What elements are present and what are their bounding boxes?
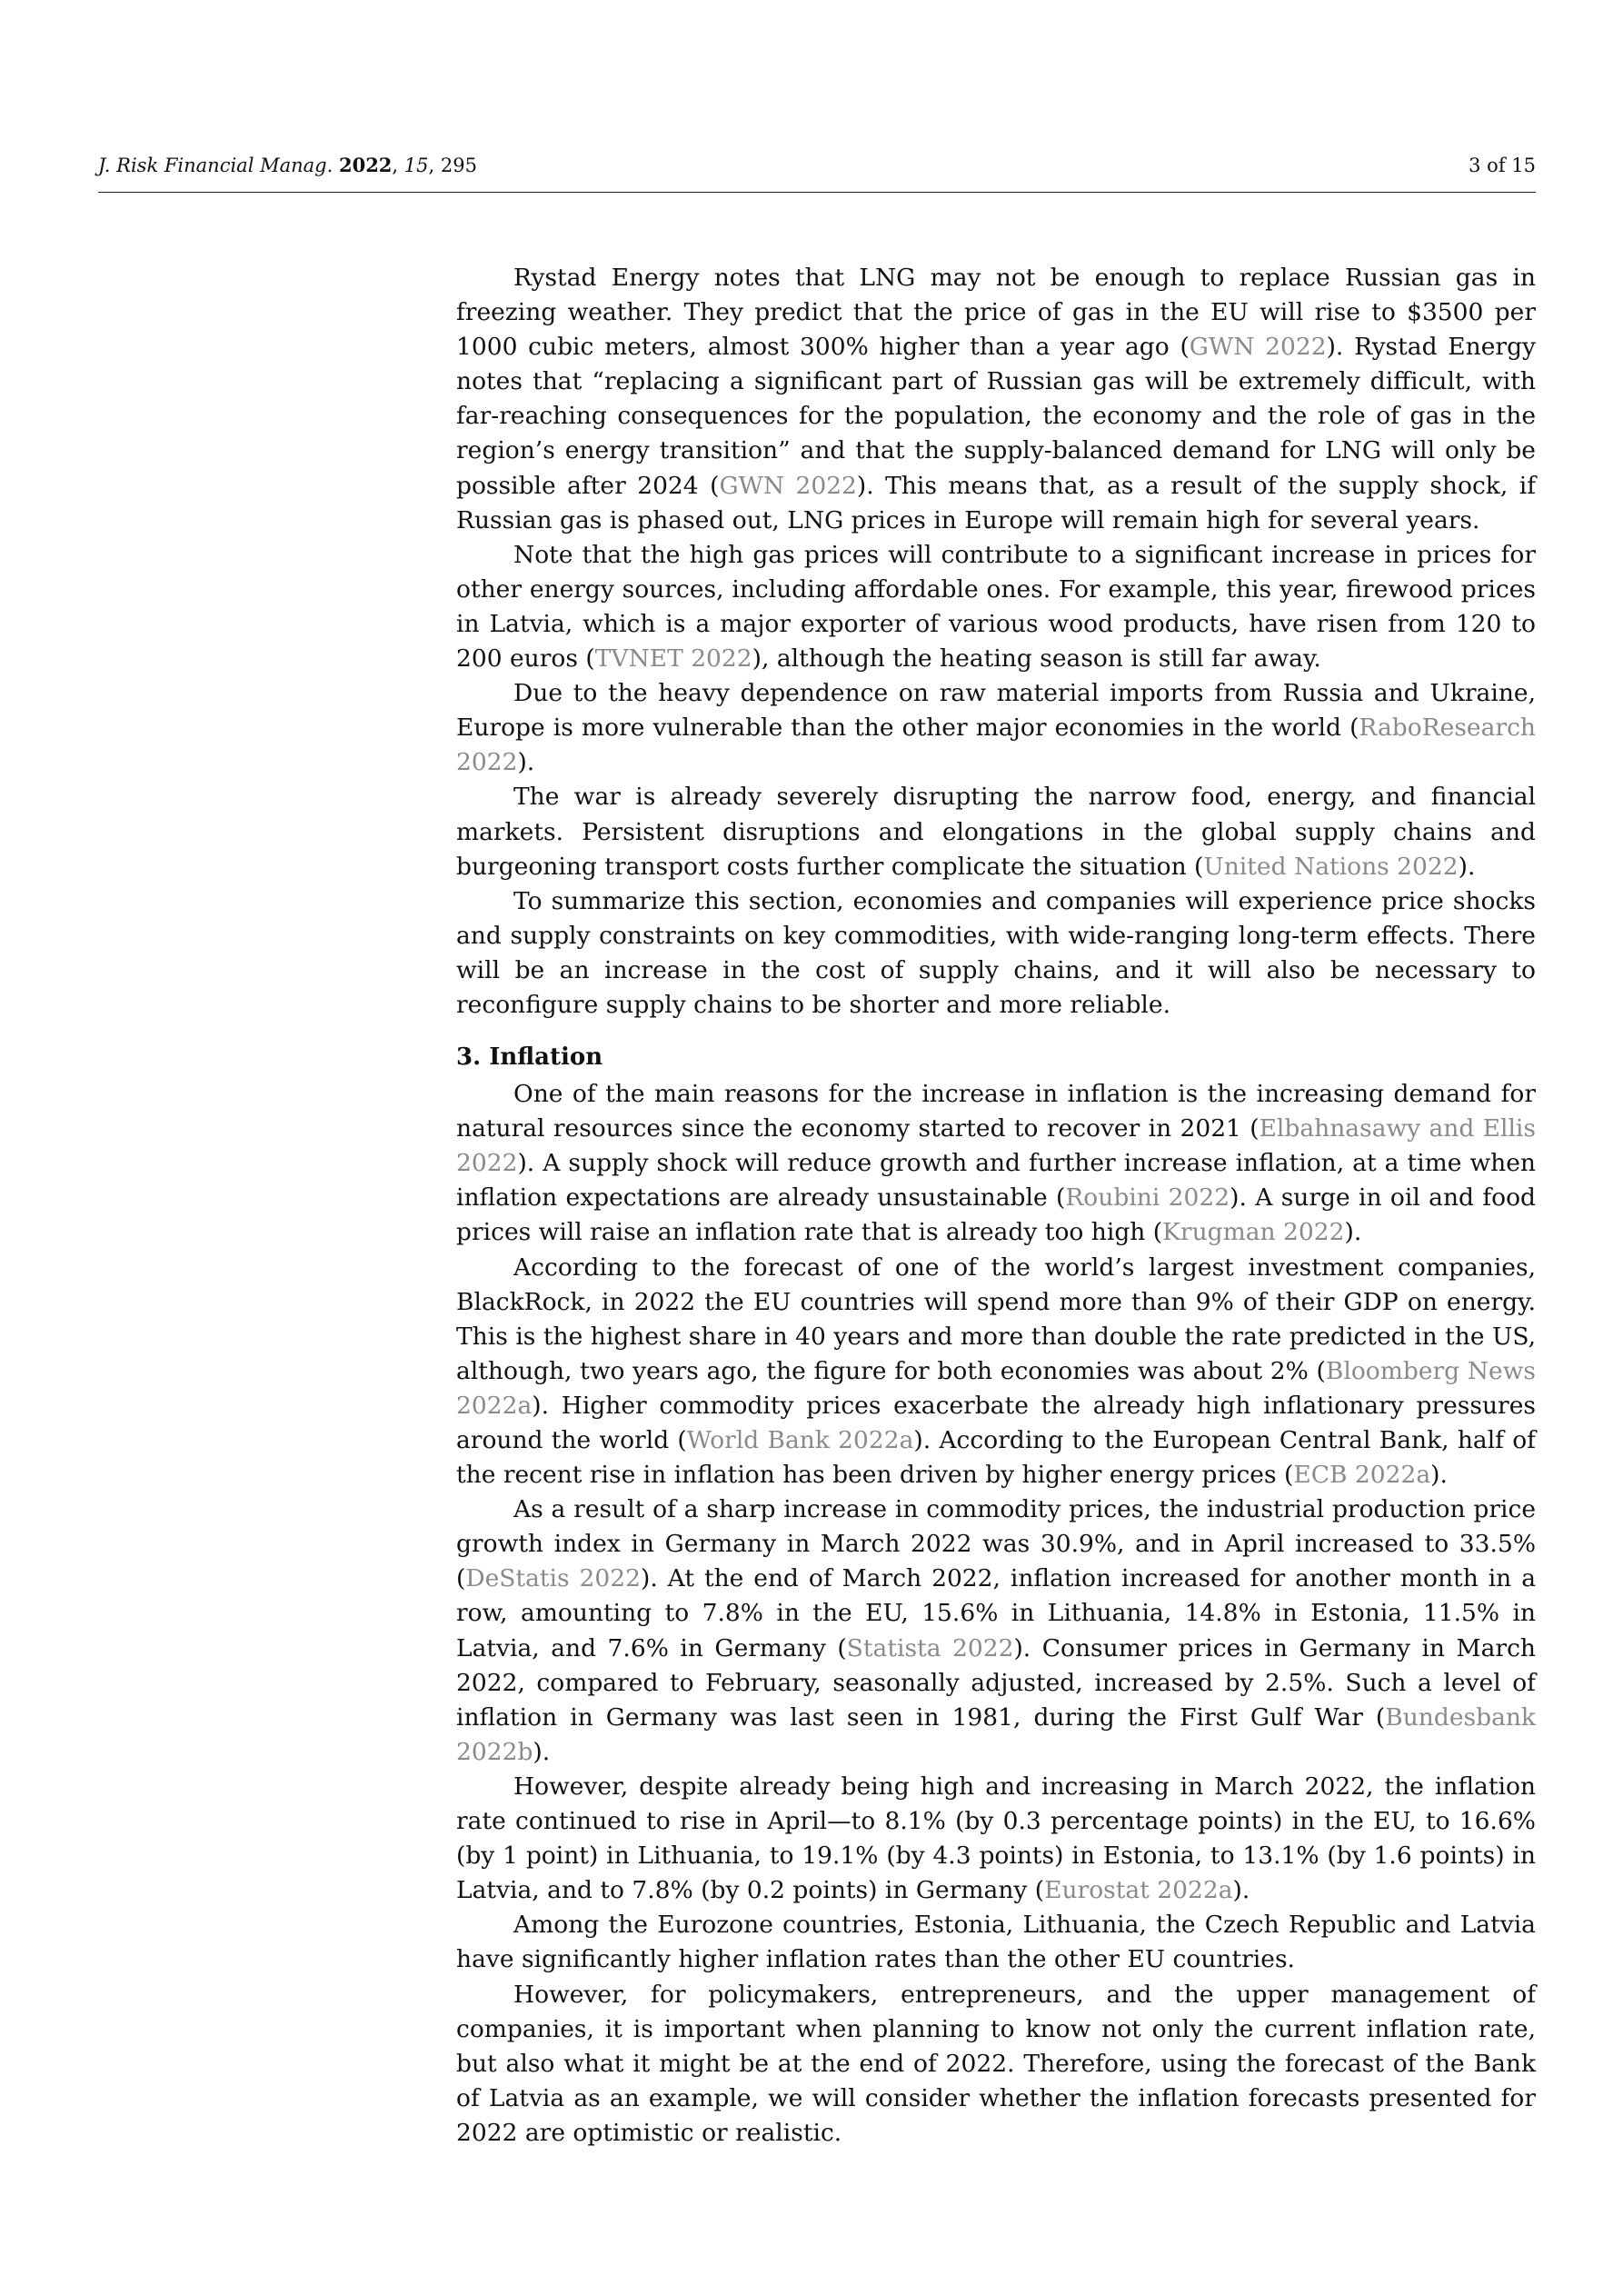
section-heading: 3. Inflation [456, 1043, 603, 1072]
article-body [456, 261, 1536, 2151]
citation-link[interactable]: Statista 2022 [846, 1633, 1014, 1662]
paragraph-text: Due to the heavy dependence on raw material imports from Russia and Ukraine, Europe is more vulnerable than the other major economies in the world ( [456, 679, 1536, 743]
section-3-body [456, 1077, 1536, 2151]
paragraph-text: Rystad Energy notes that LNG may not be enough to replace Russian gas in freezing weather. They predict that the price of gas in the EU will rise to $3500 per 1000 cubic meters, almost 300% higher than a year ago ( [456, 264, 1536, 362]
citation-link[interactable]: United Nations 2022 [1203, 852, 1459, 881]
paragraph-text: ). A supply shock will reduce growth and further increase inflation, at a time when inflation expectations are already unsustainable ( [456, 1149, 1536, 1213]
paragraph-text: ). Higher commodity prices exacerbate the already high inflationary pressures around the world ( [456, 1391, 1536, 1454]
page-number: 3 of 15 [1469, 155, 1536, 176]
journal-year: 2022 [338, 154, 393, 176]
section-2-continuation [456, 261, 1536, 1023]
citation-link[interactable]: World Bank 2022a [686, 1426, 914, 1454]
journal-abbrev: J. Risk Financial Manag. [98, 155, 334, 176]
paragraph-text: ). [1458, 852, 1476, 881]
paragraph [456, 1492, 1536, 1770]
citation-link[interactable]: TVNET 2022 [594, 644, 752, 674]
paragraph-text: To summarize this section, economies and companies will experience price shocks and supply constraints on key commodities, with wide-ranging long-term effects. There will be an increase in the cost of supply chains, and it will also be necessary to reconfigure supply chains to be shorter and more reliable. [456, 886, 1536, 1019]
paragraph-text: ). A surge in oil and food prices will raise an inflation rate that is already too high ( [456, 1183, 1537, 1247]
paragraph-text: ). This means that, as a result of the supply shock, if Russian gas is phased out, LNG prices in Europe will remain high for several years. [456, 471, 1536, 534]
header-rule [98, 192, 1536, 193]
paragraph-text: ). [533, 1737, 551, 1766]
citation-link[interactable]: Roubini 2022 [1065, 1183, 1230, 1213]
paragraph-text: ). [1430, 1461, 1448, 1490]
paragraph-text: ). At the end of March 2022, inflation increased for another month in a row, amounting to 7.8% in the EU, 15.6% in Lithuania, 14.8% in Estonia, 11.5% in Latvia, and 7.6% in Germany ( [456, 1564, 1536, 1662]
paragraph-text: As a result of a sharp increase in commodity prices, the industrial production price growth index in Germany in March 2022 was 30.9%, and in April increased to 33.5% ( [456, 1495, 1536, 1593]
paragraph-text: The war is already severely disrupting the narrow food, energy, and financial markets. Persistent disruptions and elongations in the global supply chains and burgeoning transport costs further complicate the situation ( [456, 783, 1536, 881]
paragraph [456, 884, 1536, 1023]
paragraph-text: ). According to the European Central Bank, half of the recent rise in inflation has been driven by higher energy prices ( [456, 1426, 1536, 1490]
running-header [98, 153, 1536, 189]
paragraph-text: Note that the high gas prices will contribute to a significant increase in prices for other energy sources, including affordable ones. For example, this year, firewood prices in Latvia, which is a major exporter of various wood products, have risen from 120 to 200 euros ( [456, 540, 1536, 674]
paragraph-text: ). Rystad Energy notes that “replacing a significant part of Russian gas will be extremely difficult, with far-reaching consequences for the population, the economy and the role of gas in the region’s energy transition” and that the supply-balanced demand for LNG will only be possible after 2024 ( [456, 333, 1536, 500]
citation-link[interactable]: Elbahnasawy and Ellis 2022 [456, 1114, 1536, 1178]
journal-citation: J. Risk Financial Manag. 2022, 15, 295 [98, 154, 477, 176]
paragraph [456, 261, 1536, 538]
citation-link[interactable]: Bundesbank 2022b [456, 1702, 1536, 1766]
paragraph-text: One of the main reasons for the increase in inflation is the increasing demand for natural resources since the economy started to recover in 2021 ( [456, 1080, 1536, 1143]
paragraph [456, 1978, 1536, 2151]
paragraph [456, 1077, 1536, 1250]
citation-link[interactable]: GWN 2022 [719, 471, 857, 500]
paragraph [456, 538, 1536, 676]
citation-link[interactable]: Bloomberg News 2022a [456, 1356, 1536, 1420]
paragraph-text: ). [517, 748, 535, 777]
paragraph-text: ). Consumer prices in Germany in March 2022, compared to February, seasonally adjusted, increased by 2.5%. Such a level of inflation in Germany was last seen in 1981, during the First Gulf War ( [456, 1633, 1536, 1732]
paragraph-text: ). [1232, 1876, 1250, 1905]
paragraph-text: According to the forecast of one of the world’s largest investment companies, BlackRock, in 2022 the EU countries will spend more than 9% of their GDP on energy. This is the highest share in 40 years and more than double the rate predicted in the US, although, two years ago, the figure for both economies was about 2% ( [456, 1253, 1536, 1385]
citation-link[interactable]: Krugman 2022 [1162, 1218, 1345, 1247]
paragraph [456, 1770, 1536, 1908]
paragraph-text: Among the Eurozone countries, Estonia, Lithuania, the Czech Republic and Latvia have significantly higher inflation rates than the other EU countries. [456, 1911, 1536, 1974]
article-number: , 295 [428, 155, 477, 176]
paragraph-text: However, despite already being high and increasing in March 2022, the inflation rate continued to rise in April—to 8.1% (by 0.3 percentage points) in the EU, to 16.6% (by 1 point) in Lithuania, to 19.1% (by 4.3 points) in Estonia, to 13.1% (by 1.6 points) in Latvia, and to 7.8% (by 0.2 points) in Germany ( [456, 1772, 1536, 1905]
citation-link[interactable]: ECB 2022a [1293, 1461, 1431, 1490]
citation-link[interactable]: RaboResearch 2022 [456, 714, 1536, 777]
paragraph-text: However, for policymakers, entrepreneurs, and the upper management of companies, it is important when planning to know not only the current inflation rate, but also what it might be at the end of 2022. Therefore, using the forecast of the Bank of Latvia as an example, we will consider whether the inflation forecasts presented for 2022 are optimistic or realistic. [456, 1980, 1536, 2147]
journal-volume: 15 [403, 155, 429, 176]
citation-link[interactable]: GWN 2022 [1189, 333, 1327, 362]
paragraph-text: ). [1344, 1218, 1362, 1247]
paragraph [456, 1908, 1536, 1977]
paragraph [456, 676, 1536, 780]
paragraph-text: ), although the heating season is still far away. [752, 644, 1321, 674]
paragraph [456, 780, 1536, 883]
citation-link[interactable]: DeStatis 2022 [465, 1564, 641, 1593]
citation-link[interactable]: Eurostat 2022a [1044, 1876, 1233, 1905]
paragraph [456, 1251, 1536, 1493]
